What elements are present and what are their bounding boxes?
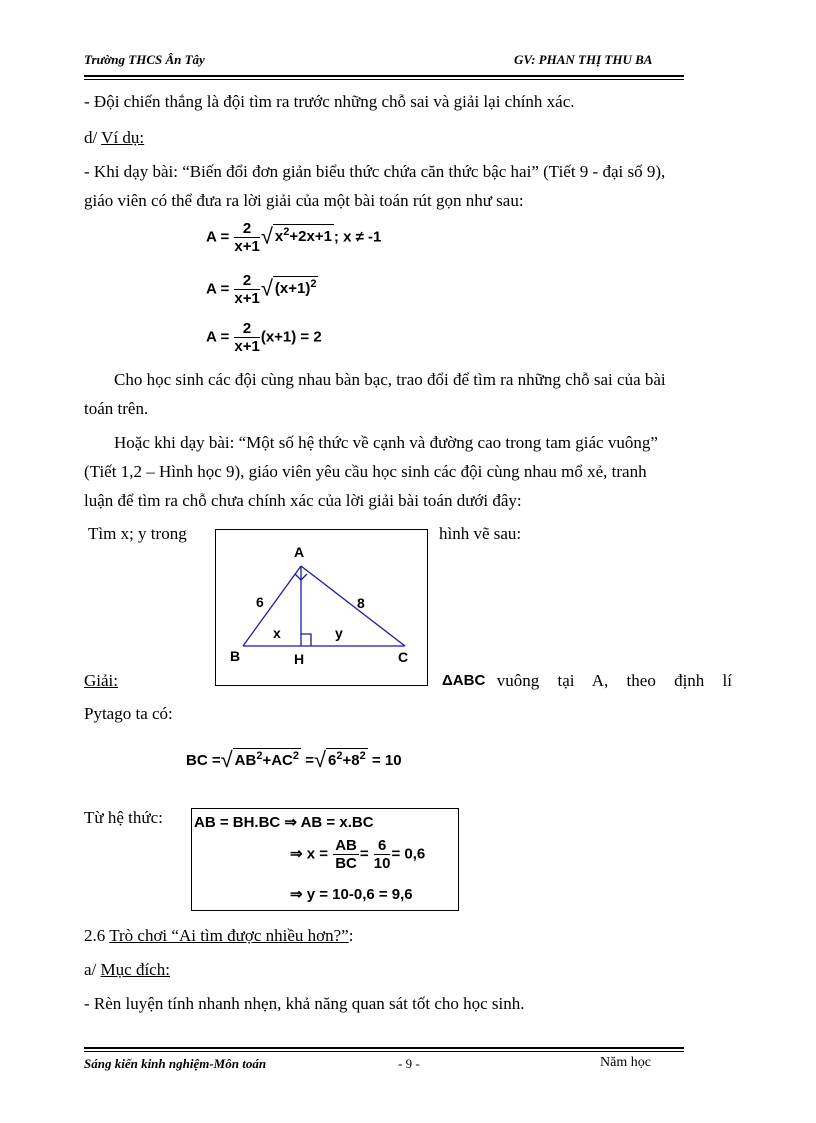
purpose-heading: a/ Mục đích: bbox=[84, 960, 170, 979]
winner-line: - Đội chiến thắng là đội tìm ra trước những chỗ sai và giải lại chính xác. bbox=[84, 92, 575, 111]
eq3-den: x+1 bbox=[234, 338, 260, 355]
solution-text bbox=[442, 671, 732, 691]
side-ab bbox=[243, 566, 301, 646]
label-seg-x: x bbox=[273, 625, 281, 641]
para1-line2: giáo viên có thể đưa ra lời giải của một bài toán rút gọn như sau: bbox=[84, 191, 524, 210]
eq2-den: x+1 bbox=[234, 290, 260, 307]
eq3-lhs: A = bbox=[206, 328, 230, 346]
derivation-box bbox=[191, 808, 459, 911]
header-rule-2 bbox=[84, 79, 684, 80]
eq1-lhs: A = bbox=[206, 228, 230, 246]
footer-right: Năm học bbox=[600, 1055, 651, 1070]
eq3-rest: (x+1) = 2 bbox=[260, 328, 322, 346]
para3-line1: Hoặc khi dạy bài: “Một số hệ thức về cạnh và đường cao trong tam giác vuông” bbox=[114, 433, 658, 452]
equation-1 bbox=[206, 220, 381, 255]
solution-label-text: Giải: bbox=[84, 671, 118, 690]
eq2-lhs: A = bbox=[206, 280, 230, 298]
purpose-line: - Rèn luyện tính nhanh nhẹn, khả năng quan sát tốt cho học sinh. bbox=[84, 994, 525, 1013]
box-line3: ⇒ y = 10-0,6 = 9,6 bbox=[290, 886, 413, 903]
label-A: A bbox=[294, 544, 305, 560]
eq3-num: 2 bbox=[234, 320, 259, 338]
footer-rule-2 bbox=[84, 1051, 684, 1052]
pytago-line: Pytago ta có: bbox=[84, 704, 173, 723]
side-ac bbox=[301, 566, 405, 646]
find-right: hình vẽ sau: bbox=[439, 524, 522, 543]
header-school: Trường THCS Ân Tây bbox=[84, 52, 205, 67]
purpose-heading-text: Mục đích: bbox=[100, 960, 170, 979]
para3-line3: luận để tìm ra chỗ chưa chính xác của lời giải bài toán dưới đây: bbox=[84, 491, 522, 510]
example-prefix: d/ bbox=[84, 128, 102, 147]
triangle-lines bbox=[243, 566, 405, 646]
eq1-fraction bbox=[234, 220, 259, 255]
para2-line2: toán trên. bbox=[84, 399, 149, 418]
sqrt-icon: √ bbox=[260, 275, 273, 301]
label-B: B bbox=[230, 648, 241, 664]
footer-rule-1 bbox=[84, 1047, 684, 1049]
label-H: H bbox=[294, 651, 305, 667]
eq2-radicand: $(x+1)^2$ bbox=[274, 278, 317, 298]
equation-2 bbox=[206, 272, 318, 307]
triangle-figure bbox=[215, 529, 428, 686]
solution-label bbox=[84, 671, 118, 691]
header-rule-1 bbox=[84, 75, 684, 77]
figure-frame bbox=[216, 530, 428, 686]
eq1-condition: ; x ≠ -1 bbox=[333, 228, 382, 246]
label-side-ab: 6 bbox=[256, 594, 264, 610]
eq1-radicand: $x^2+2x+1$ bbox=[274, 226, 332, 246]
example-heading-text: Ví dụ: bbox=[101, 128, 145, 147]
sqrt-icon: √ bbox=[260, 223, 273, 249]
equation-3 bbox=[206, 320, 322, 355]
solution-text-rest: vuông tại A, theo định lí bbox=[496, 671, 732, 690]
eq3-fraction bbox=[234, 320, 259, 355]
footer-left: Sáng kiến kinh nghiệm-Môn toán bbox=[84, 1056, 267, 1071]
para1-line1: - Khi dạy bài: “Biến đổi đơn giản biểu thức chứa căn thức bậc hai” (Tiết 9 - đại số 9), bbox=[84, 162, 666, 181]
box-line2: ⇒ x = $\frac{AB}{BC}$ = $\frac{6}{10}$ = 0,6 bbox=[290, 837, 426, 872]
para2-line1: Cho học sinh các đội cùng nhau bàn bạc, trao đổi để tìm ra những chỗ sai của bài bbox=[114, 370, 666, 389]
eq1-num: 2 bbox=[234, 220, 259, 238]
eq2-fraction bbox=[234, 272, 259, 307]
section-2-6-title: Trò chơi “Ai tìm được nhiều hơn?” bbox=[109, 926, 349, 945]
example-heading bbox=[84, 128, 144, 148]
bc-equation: BC =√ $AB^2+AC^2$ =√ $6^2+8^2 = 10$ bbox=[186, 747, 402, 772]
footer-page: - 9 - bbox=[398, 1056, 420, 1071]
box-line1: AB = BH.BC ⇒ AB = x.BC bbox=[194, 814, 374, 831]
section-2-6: 2.6 Trò chơi “Ai tìm được nhiều hơn?”: bbox=[84, 926, 354, 945]
eq2-num: 2 bbox=[234, 272, 259, 290]
para3-line2: (Tiết 1,2 – Hình học 9), giáo viên yêu cầu học sinh các đội cùng nhau mổ xẻ, tranh bbox=[84, 462, 647, 481]
label-C: C bbox=[398, 649, 409, 665]
right-angle-mark-h bbox=[301, 634, 311, 646]
from-formula: Từ hệ thức: bbox=[84, 808, 163, 827]
label-seg-y: y bbox=[335, 625, 343, 641]
eq1-den: x+1 bbox=[234, 238, 260, 255]
header-teacher: GV: PHAN THỊ THU BA bbox=[514, 52, 653, 67]
label-side-ac: 8 bbox=[357, 595, 365, 611]
find-left: Tìm x; y trong bbox=[88, 524, 187, 543]
triangle-abc: ΔABC bbox=[442, 672, 486, 689]
